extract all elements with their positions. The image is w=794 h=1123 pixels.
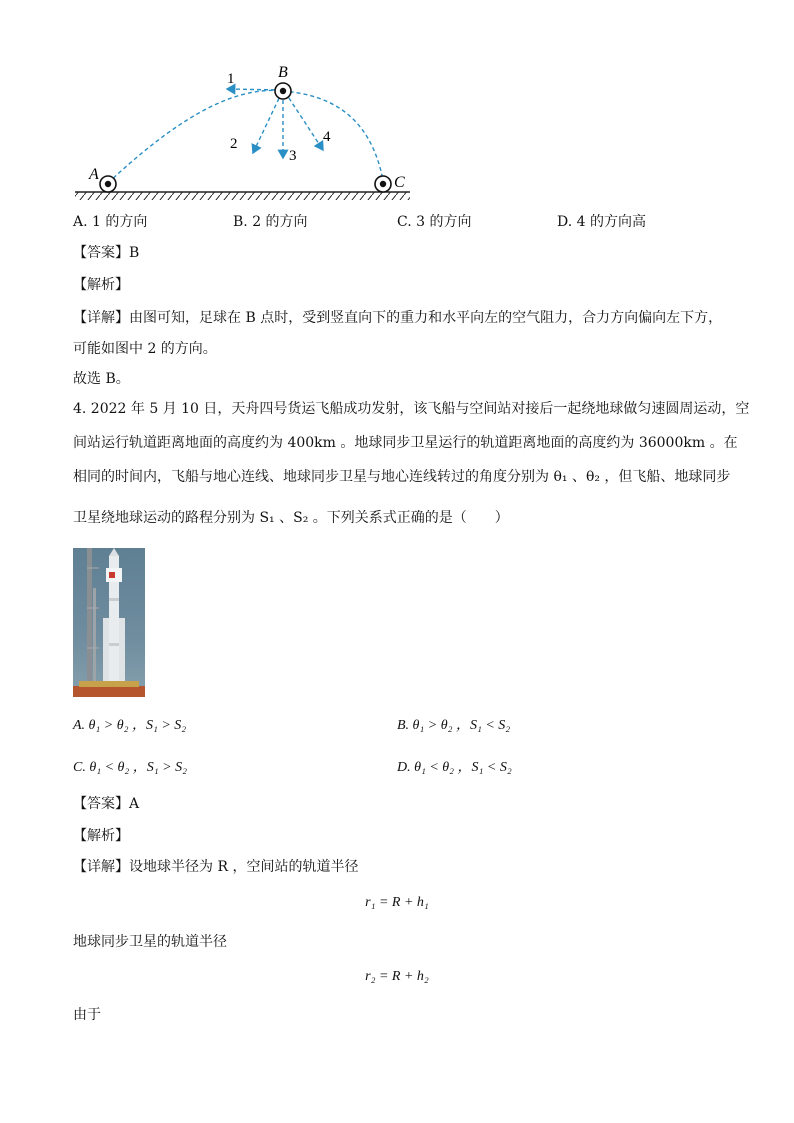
label-2: 2 [230,136,238,152]
q4-analysis-title: 【解析】 [73,828,129,844]
q4-stem-1: 4. 2022 年 5 月 10 日，天舟四号货运飞船成功发射，该飞船与空间站对接后一起绕地球做匀速圆周运动，空 [73,401,750,417]
q4-option-c: C. θ₁ < θ₂ ，S₁ > S₂ [73,760,187,775]
label-3: 3 [289,148,297,164]
q4-stem-4: 卫星绕地球运动的路程分别为 S₁ 、S₂ 。下列关系式正确的是（ ） [73,510,509,526]
q4-option-a: A. θ₁ > θ₂ ，S₁ > S₂ [73,718,187,733]
ground-hatch [75,192,410,200]
q4-text-2: 地球同步卫星的轨道半径 [73,934,227,950]
trajectory-figure [60,55,430,205]
q3-option-d: D. 4 的方向高 [557,214,646,230]
q4-answer: 【答案】A [73,796,140,812]
q4-stem-2: 间站运行轨道距离地面的高度约为 400km 。地球同步卫星运行的轨道距离地面的高度约为 36000km 。在 [73,435,738,451]
q4-option-d: D. θ₁ < θ₂ ，S₁ < S₂ [397,760,512,775]
q4-option-b: B. θ₁ > θ₂ ，S₁ < S₂ [397,718,511,733]
q3-answer: 【答案】B [73,245,140,261]
q4-equation-1: r₁ = R + h₁ [365,895,429,910]
q4-text-3: 由于 [73,1007,101,1023]
q4-equation-2: r₂ = R + h₂ [365,969,429,984]
q3-option-c: C. 3 的方向 [397,214,472,230]
arrow-4 [285,92,323,150]
q3-conclusion: 故选 B。 [73,371,130,387]
label-4: 4 [323,129,331,145]
ball-b-icon [275,83,291,99]
q3-detail-1: 【详解】由图可知，足球在 B 点时，受到竖直向下的重力和水平向左的空气阻力，合力方向偏向左下方， [73,310,723,326]
arrow-2 [253,92,282,153]
label-1: 1 [227,71,235,87]
q4-detail-1: 【详解】设地球半径为 R ，空间站的轨道半径 [73,859,359,875]
q3-detail-2: 可能如图中 2 的方向。 [73,341,217,357]
ball-a-icon [100,176,116,192]
label-a: A [89,166,99,183]
label-b: B [278,64,288,81]
q4-stem-3: 相同的时间内，飞船与地心连线、地球同步卫星与地心连线转过的角度分别为 θ₁ 、θ₂ ，但飞船、地球同步 [73,469,731,485]
q3-option-b: B. 2 的方向 [233,214,308,230]
rocket-photo [73,548,145,697]
trajectory-curve [108,90,383,183]
label-c: C [394,174,405,191]
arrow-1 [227,89,282,90]
ball-c-icon [375,176,391,192]
q3-analysis-title: 【解析】 [73,277,129,293]
q3-option-a: A. 1 的方向 [73,214,148,230]
